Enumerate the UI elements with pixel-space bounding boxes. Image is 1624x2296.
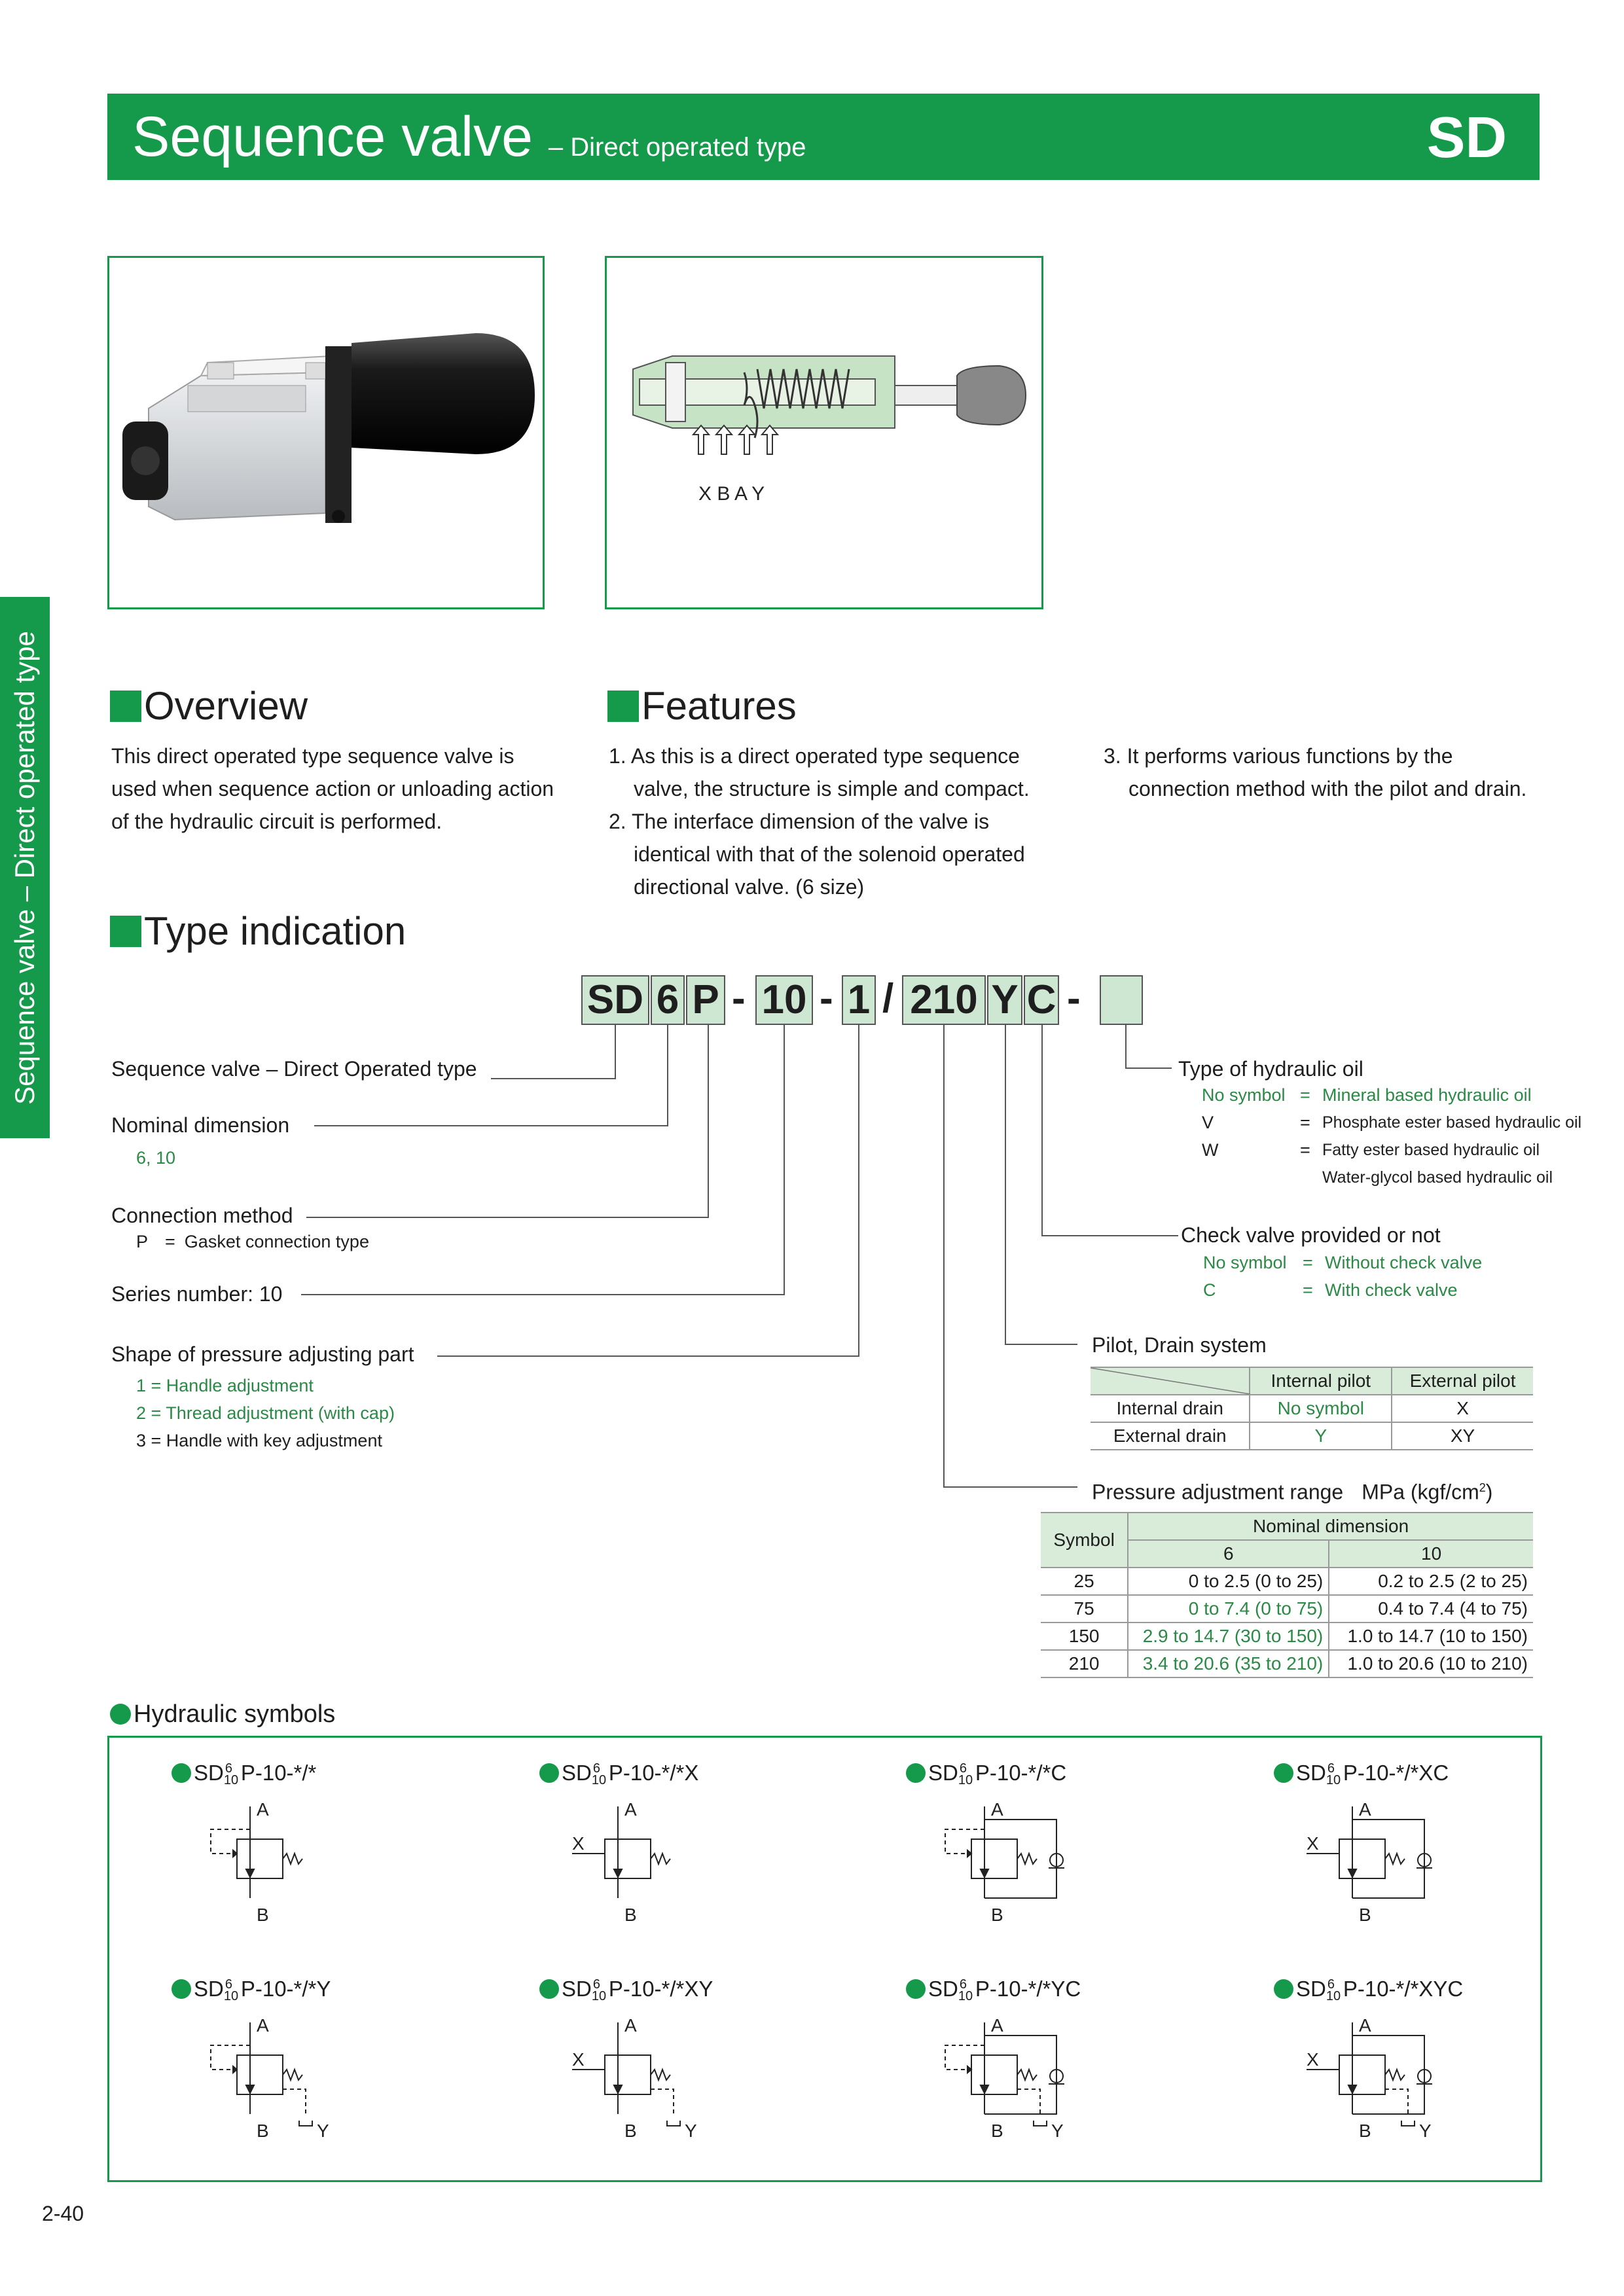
hydraulic-symbol-diagram (191, 1800, 348, 1931)
label-shape: Shape of pressure adjusting part (111, 1342, 414, 1366)
oil-sym-1: No symbol (1202, 1085, 1286, 1105)
symbol-label: SD 6 10 P-10-*/*YC (906, 1977, 1081, 2003)
svg-text:A: A (1359, 2016, 1371, 2036)
features-heading: Features (607, 685, 797, 728)
symbol-label: SD 6 10 P-10-*/* (171, 1761, 316, 1787)
features-item-3: 3. It performs various functions by the connection method with the pilot and drain. (1104, 744, 1527, 800)
code-cell-size: 6 (651, 975, 685, 1025)
code-cell-check: C (1024, 975, 1059, 1025)
code-cell-sd: SD (581, 975, 649, 1025)
hydraulic-symbol-diagram (1293, 1800, 1451, 1931)
symbol-label: SD 6 10 P-10-*/*XY (539, 1977, 713, 2003)
separator: / (882, 976, 894, 1021)
row-external-drain: External drain (1091, 1422, 1250, 1450)
side-tab: Sequence valve – Direct operated type (0, 597, 50, 1138)
check-sym-1: No symbol (1203, 1253, 1287, 1272)
separator: - (1067, 976, 1081, 1021)
svg-text:X: X (1307, 1833, 1319, 1854)
connection-values: P = Gasket connection type (136, 1232, 369, 1251)
oil-eq-3: = (1300, 1140, 1310, 1160)
separator: - (732, 976, 746, 1021)
label-nominal-dimension: Nominal dimension (111, 1113, 290, 1137)
product-code: SD (1426, 105, 1507, 170)
code-cell-connection: P (686, 975, 725, 1025)
oil-desc-2: Phosphate ester based hydraulic oil (1322, 1113, 1582, 1132)
symbol-label: SD 6 10 P-10-*/*XYC (1274, 1977, 1463, 2003)
features-list: 1. As this is a direct operated type sequence valve, the structure is simple and compact. 2. The interface dimension of the valve is identical with that of the solenoid operated directional valve. (6 size) (609, 744, 1030, 899)
table-row: 150 2.9 to 14.7 (30 to 150) 1.0 to 14.7 (10 to 150) (1041, 1623, 1533, 1650)
hydraulic-symbol-diagram (926, 2016, 1083, 2147)
check-sym-2: C (1203, 1280, 1216, 1300)
svg-text:A: A (624, 2016, 637, 2036)
nominal-values: 6, 10 (136, 1148, 176, 1168)
symbol-label: SD 6 10 P-10-*/*X (539, 1761, 698, 1787)
svg-text:Y: Y (1051, 2121, 1064, 2141)
pilot-drain-table: Internal pilot External pilot Internal drain No symbol X External drain Y XY (1091, 1367, 1533, 1450)
check-eq-2: = (1303, 1280, 1313, 1300)
col-nominal: Nominal dimension (1128, 1513, 1533, 1540)
hydraulic-symbols-heading: Hydraulic symbols (110, 1700, 335, 1729)
svg-text:B: B (1359, 1905, 1371, 1925)
oil-sym-3: W (1202, 1140, 1219, 1160)
table-row: 210 3.4 to 20.6 (35 to 210) 1.0 to 20.6 (10 to 210) (1041, 1650, 1533, 1677)
svg-text:X: X (572, 1833, 585, 1854)
svg-text:B: B (991, 2121, 1003, 2141)
oil-desc-4: Water-glycol based hydraulic oil (1322, 1168, 1553, 1187)
label-pressure-range: Pressure adjustment range MPa $(kgf/cm^2)$ (1092, 1480, 1493, 1504)
hydraulic-symbol-diagram (559, 1800, 716, 1931)
label-pilot-drain: Pilot, Drain system (1092, 1333, 1267, 1357)
overview-text: This direct operated type sequence valve is used when sequence action or unloading action of the hydraulic circuit is performed. (111, 744, 554, 833)
svg-text:B: B (257, 1905, 269, 1925)
code-cell-pressure: 210 (902, 975, 986, 1025)
svg-text:A: A (624, 1800, 637, 1820)
hydraulic-symbol-diagram (191, 2016, 348, 2147)
svg-text:Y: Y (317, 2121, 329, 2141)
label-series-number: Series number: 10 (111, 1282, 283, 1306)
type-indication-heading: Type indication (110, 910, 406, 953)
svg-text:X: X (572, 2049, 585, 2070)
col-symbol: Symbol (1041, 1513, 1128, 1568)
label-sequence-valve: Sequence valve – Direct Operated type (111, 1057, 477, 1081)
svg-text:B: B (991, 1905, 1003, 1925)
svg-text:A: A (257, 1800, 269, 1820)
oil-sym-2: V (1202, 1113, 1214, 1132)
svg-text:B: B (257, 2121, 269, 2141)
oil-desc-3: Fatty ester based hydraulic oil (1322, 1141, 1540, 1159)
check-desc-2: With check valve (1325, 1280, 1458, 1300)
symbol-label: SD 6 10 P-10-*/*Y (171, 1977, 331, 2003)
page-title: Sequence valve – Direct operated type (132, 105, 806, 168)
shape-option-3: 3 = Handle with key adjustment (136, 1431, 382, 1450)
overview-heading: Overview (110, 685, 308, 728)
oil-desc-1: Mineral based hydraulic oil (1322, 1085, 1532, 1105)
col-internal-pilot: Internal pilot (1250, 1367, 1392, 1395)
code-cell-pilot: Y (987, 975, 1022, 1025)
check-eq-1: = (1303, 1253, 1313, 1272)
label-check-valve: Check valve provided or not (1181, 1223, 1441, 1247)
shape-option-1: 1 = Handle adjustment (136, 1376, 314, 1395)
code-cell-series: 10 (755, 975, 813, 1025)
svg-text:Y: Y (1419, 2121, 1432, 2141)
separator: - (820, 976, 833, 1021)
shape-option-2: 2 = Thread adjustment (with cap) (136, 1403, 395, 1423)
page-number: 2-40 (42, 2202, 84, 2225)
symbol-label: SD 6 10 P-10-*/*C (906, 1761, 1066, 1787)
svg-text:A: A (257, 2016, 269, 2036)
svg-text:A: A (1359, 1800, 1371, 1820)
col-external-pilot: External pilot (1392, 1367, 1533, 1395)
svg-text:X: X (1307, 2049, 1319, 2070)
svg-text:A: A (991, 1800, 1003, 1820)
label-connection-method: Connection method (111, 1204, 293, 1227)
svg-text:B: B (624, 2121, 637, 2141)
symbol-label: SD 6 10 P-10-*/*XC (1274, 1761, 1449, 1787)
pressure-table: Symbol Nominal dimension 6 10 25 0 to 2.5 (0 to 25) 0.2 to 2.5 (2 to 25) 75 0 to 7.4 (0 to 75) 0.4 to 7.4 (4 to 75) 150 2.9 to 14.7 (30 to 150) 1.0 to 14.7 (10 to 150) 210 3.4 to 20.6 (35 to 210) 1.0 to 20.6 (10 to 210) (1041, 1512, 1533, 1678)
svg-text:B: B (624, 1905, 637, 1925)
svg-text:B: B (1359, 2121, 1371, 2141)
svg-text:Y: Y (685, 2121, 697, 2141)
table-row: 75 0 to 7.4 (0 to 75) 0.4 to 7.4 (4 to 75) (1041, 1595, 1533, 1623)
oil-eq-1: = (1300, 1085, 1310, 1105)
row-internal-drain: Internal drain (1091, 1395, 1250, 1422)
label-oil-type: Type of hydraulic oil (1178, 1057, 1363, 1081)
oil-eq-2: = (1300, 1113, 1310, 1132)
hydraulic-symbol-diagram (1293, 2016, 1451, 2147)
hydraulic-symbol-diagram (559, 2016, 716, 2147)
svg-text:A: A (991, 2016, 1003, 2036)
hydraulic-symbol-diagram (926, 1800, 1083, 1931)
check-desc-1: Without check valve (1325, 1253, 1483, 1272)
table-row: 25 0 to 2.5 (0 to 25) 0.2 to 2.5 (2 to 25) (1041, 1568, 1533, 1595)
code-cell-shape: 1 (842, 975, 876, 1025)
port-labels: X B A Y (698, 483, 765, 505)
